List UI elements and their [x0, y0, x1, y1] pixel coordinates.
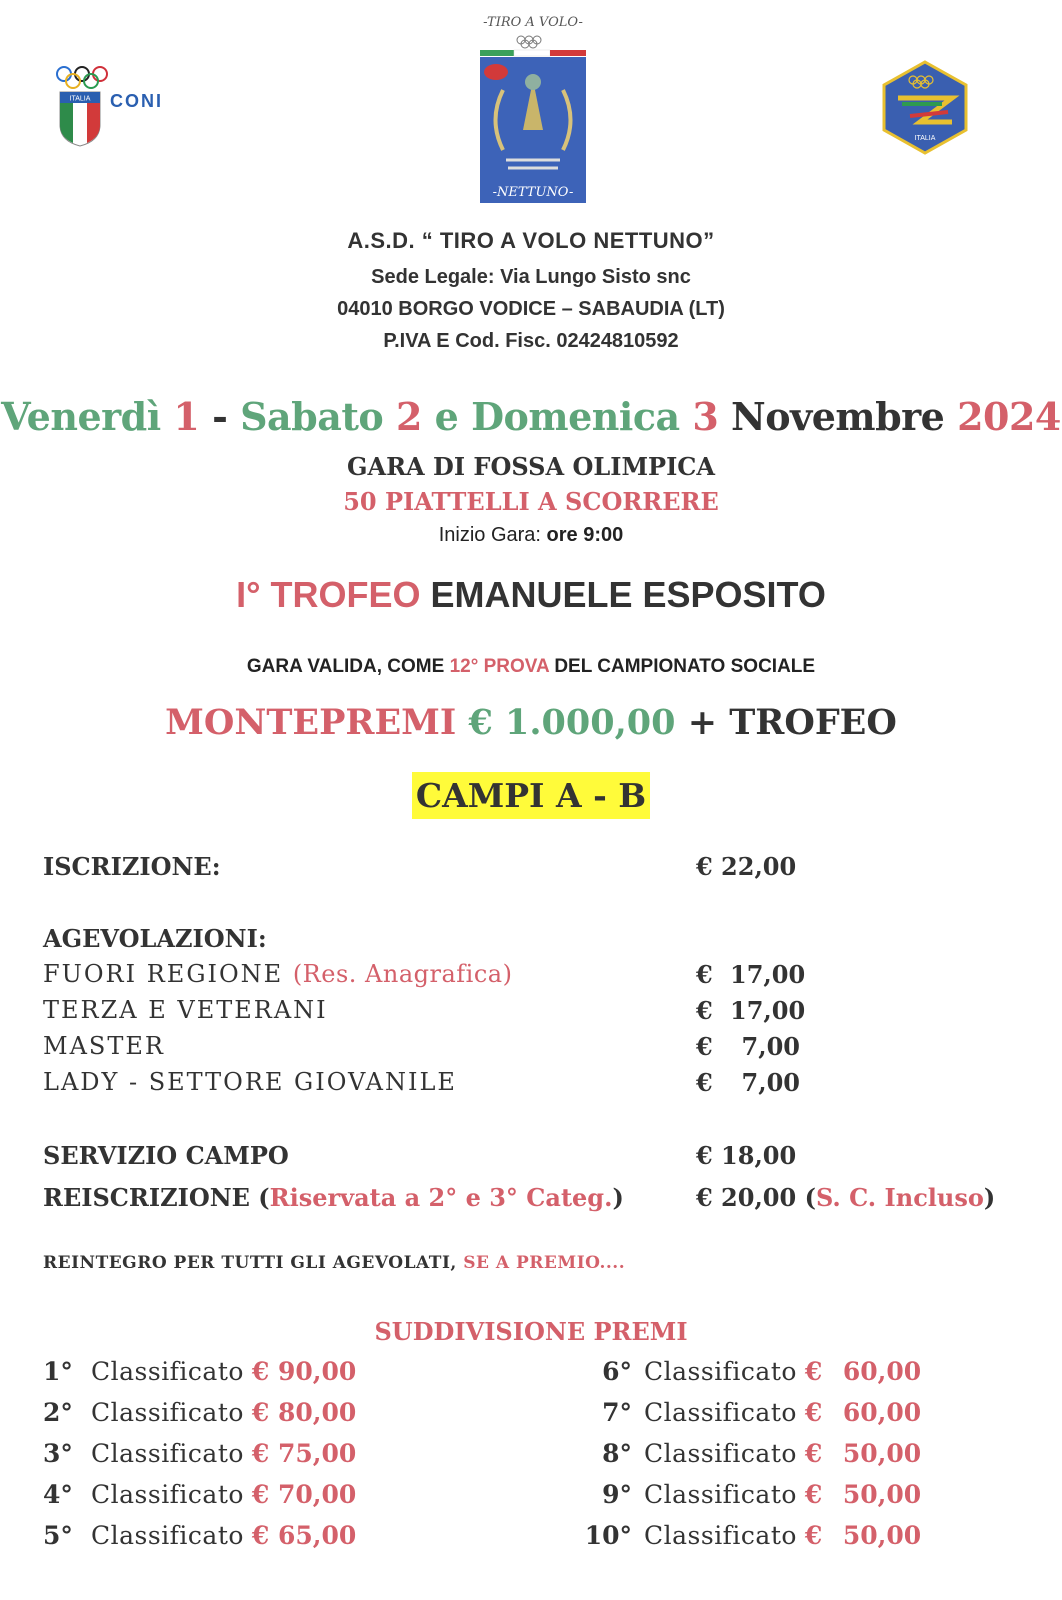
discount-label: TERZA E VETERANI — [43, 996, 328, 1024]
prize-row: 9° Classificato € 50,00 — [602, 1480, 922, 1509]
registration-value: € 22,00 — [696, 852, 797, 881]
prize-pool — [0, 702, 1062, 743]
event-title: GARA DI FOSSA OLIMPICA — [346, 452, 716, 481]
service-label: SERVIZIO CAMPO — [43, 1141, 289, 1170]
reentry-label: REISCRIZIONE — [43, 1183, 250, 1212]
club-name: A.S.D. “ TIRO A VOLO NETTUNO” — [347, 228, 715, 253]
club-logo — [478, 10, 588, 205]
fields-container — [0, 772, 1062, 819]
day2-number: 2 — [395, 394, 422, 439]
prize-row: 2° Classificato € 80,00 — [43, 1398, 357, 1427]
discount-value: € 7,00 — [696, 1068, 800, 1097]
club-address-line1: Sede Legale: Via Lungo Sisto snc — [371, 266, 691, 288]
reentry-note: Riservata a 2° e 3° Categ. — [269, 1183, 613, 1212]
prize-row: 7° Classificato € 60,00 — [602, 1398, 922, 1427]
day3-number: 3 — [692, 394, 719, 439]
month: Novembre — [731, 394, 945, 439]
reinstate-note — [43, 1253, 625, 1273]
trophy-name: EMANUELE ESPOSITO — [430, 574, 826, 615]
club-vat: P.IVA E Cod. Fisc. 02424810592 — [383, 330, 679, 352]
prize-row: 4° Classificato € 70,00 — [43, 1480, 357, 1509]
prize-pool-label: MONTEPREMI — [165, 702, 457, 743]
registration-label: ISCRIZIONE: — [43, 852, 221, 881]
discount-value: € 7,00 — [696, 1032, 800, 1061]
trophy-prefix: I° TROFEO — [236, 574, 421, 615]
svg-text:ITALIA: ITALIA — [914, 135, 936, 142]
discount-label: FUORI REGIONE — [43, 960, 284, 988]
validity-note — [0, 656, 1062, 678]
validity-suffix: DEL CAMPIONATO SOCIALE — [554, 656, 816, 677]
start-time — [0, 524, 1062, 547]
service-value: € 18,00 — [696, 1141, 797, 1170]
reinstate-text: REINTEGRO PER TUTTI GLI AGEVOLATI, — [43, 1253, 457, 1273]
discount-label: LADY - SETTORE GIOVANILE — [43, 1068, 457, 1096]
discount-label: MASTER — [43, 1032, 165, 1060]
trophy-title — [0, 574, 1062, 616]
coni-wordmark: CONI — [110, 91, 163, 111]
discount-note: (Res. Anagrafica) — [292, 960, 513, 988]
reentry-value-row: € 20,00 (S. C. Incluso) — [696, 1183, 996, 1212]
svg-text:ITALIA: ITALIA — [69, 95, 91, 103]
olympic-rings-icon — [55, 65, 109, 89]
date-conjunction: e — [434, 394, 459, 439]
event-format: 50 PIATTELLI A SCORRERE — [343, 487, 719, 516]
prize-row: 8° Classificato € 50,00 — [602, 1439, 922, 1468]
prize-row: 6° Classificato € 60,00 — [602, 1357, 922, 1386]
reentry-row: REISCRIZIONE (Riservata a 2° e 3° Categ.) — [43, 1183, 624, 1212]
prize-row: 5° Classificato € 65,00 — [43, 1521, 357, 1550]
club-address-line2: 04010 BORGO VODICE – SABAUDIA (LT) — [337, 298, 725, 320]
year: 2024 — [957, 394, 1061, 439]
day1-name: Venerdì — [1, 394, 161, 439]
discounts-title: AGEVOLAZIONI: — [43, 924, 267, 953]
discount-value: € 17,00 — [696, 960, 806, 989]
coni-logo — [55, 65, 185, 155]
prize-pool-extra: + TROFEO — [687, 702, 897, 743]
prizes-title: SUDDIVISIONE PREMI — [374, 1317, 688, 1346]
event-dates — [0, 394, 1062, 439]
date-separator: - — [212, 394, 228, 439]
reinstate-highlight: SE A PREMIO.... — [463, 1253, 626, 1273]
reentry-value-note: S. C. Incluso — [815, 1183, 984, 1212]
day3-name: Domenica — [471, 394, 680, 439]
svg-text:-TIRO A VOLO-: -TIRO A VOLO- — [483, 15, 583, 30]
discount-value: € 17,00 — [696, 996, 806, 1025]
start-time-value: ore 9:00 — [546, 524, 624, 546]
validity-round: 12° PROVA — [449, 656, 550, 677]
prize-row: 1° Classificato € 90,00 — [43, 1357, 357, 1386]
italy-shield-icon — [59, 91, 101, 147]
reentry-value: € 20,00 — [696, 1183, 797, 1212]
fitav-logo — [880, 60, 970, 155]
day1-number: 1 — [173, 394, 200, 439]
day2-name: Sabato — [240, 394, 384, 439]
validity-prefix: GARA VALIDA, COME — [246, 656, 445, 677]
fields-label: CAMPI A - B — [412, 772, 650, 819]
start-label: Inizio Gara: — [438, 524, 541, 546]
svg-text:-NETTUNO-: -NETTUNO- — [492, 185, 574, 200]
prize-row: 10° Classificato € 50,00 — [584, 1521, 922, 1550]
prize-pool-amount: € 1.000,00 — [468, 702, 676, 743]
discount-item — [43, 960, 512, 988]
prize-row: 3° Classificato € 75,00 — [43, 1439, 357, 1468]
